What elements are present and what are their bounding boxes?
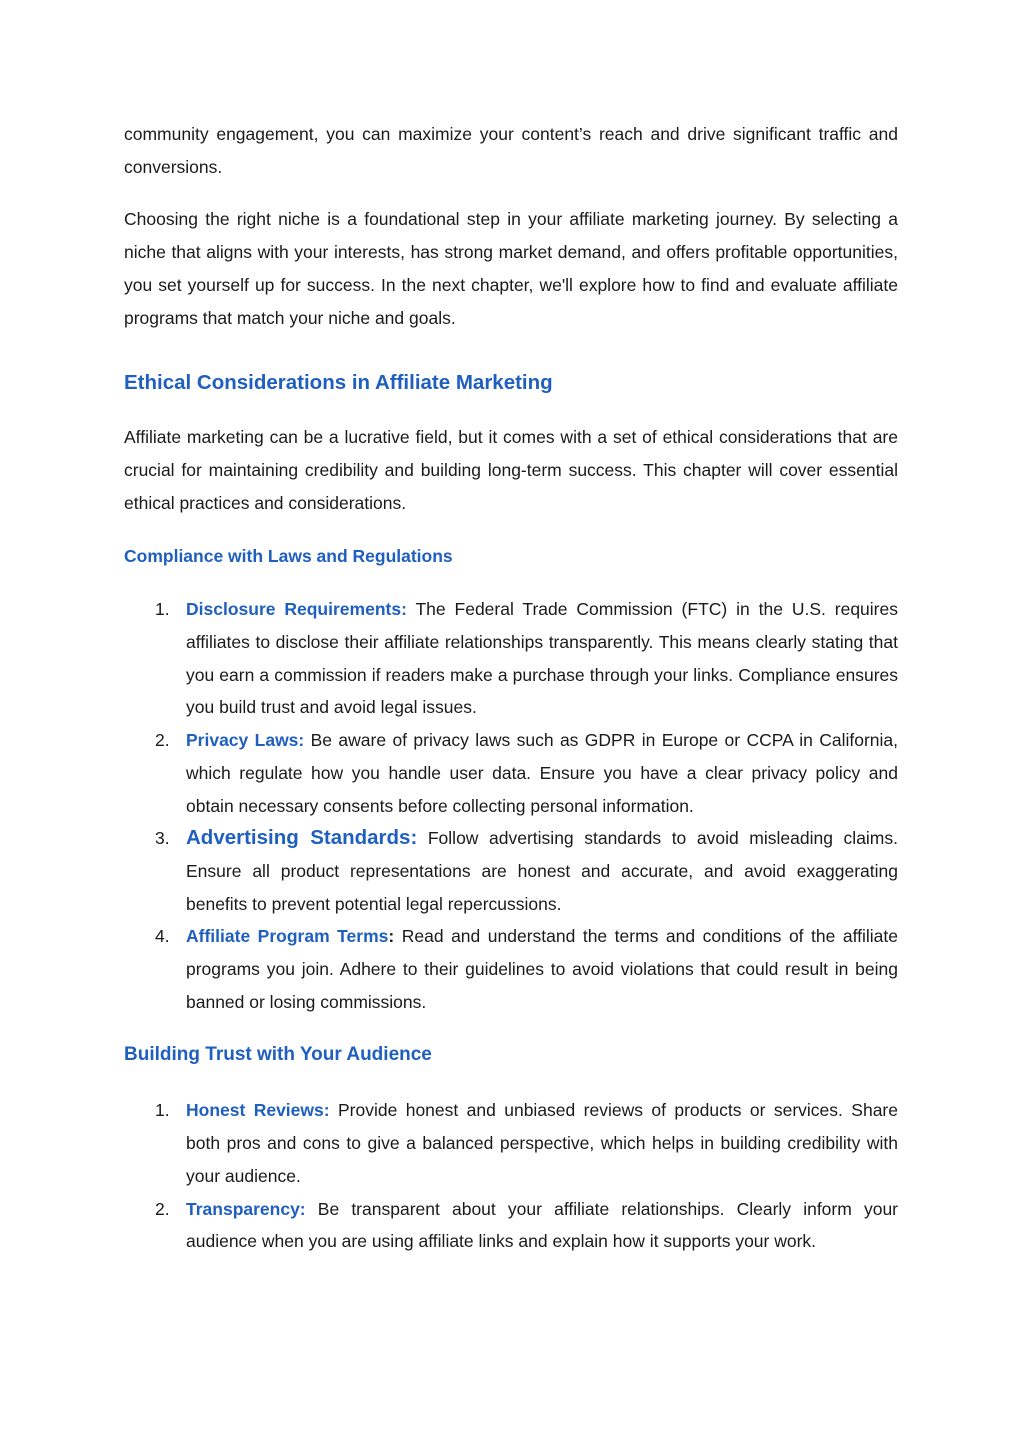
list-item-text: Read and understand the terms and conditions of the affiliate programs you join. Adhere to their guidelines to avoid violations that could result in being banned or losing commissions. xyxy=(186,926,899,1012)
list-item-term: Honest Reviews: xyxy=(186,1100,330,1121)
list-item-term: Advertising Standards: xyxy=(186,826,418,850)
list-item-number: 3. xyxy=(155,828,170,849)
compliance-list xyxy=(124,593,898,1018)
list-item-number: 1. xyxy=(155,1100,170,1121)
list-item xyxy=(124,822,898,920)
section-title: Ethical Considerations in Affiliate Marketing xyxy=(124,371,553,395)
list-item-text: Be transparent about your affiliate relationships. Clearly inform your audience when you are using affiliate links and explain how it supports your work. xyxy=(186,1198,898,1252)
list-item-text: Be aware of privacy laws such as GDPR in Europe or CCPA in California, which regulate how you handle user data. Ensure you have a clear privacy policy and obtain necessary consents before collecting personal information. xyxy=(186,730,898,816)
list-item-number: 1. xyxy=(155,599,170,620)
list-item-term: Disclosure Requirements: xyxy=(186,599,407,620)
list-item xyxy=(124,920,898,1018)
list-item-term: Affiliate Program Terms xyxy=(186,926,389,947)
intro-paragraph-continuation: community engagement, you can maximize your content’s reach and drive significant traffic and conversions. xyxy=(124,124,898,177)
list-item-text: The Federal Trade Commission (FTC) in the U.S. requires affiliates to disclose their affiliate relationships transparently. This means clearly stating that you earn a commission if readers make a purchase through your links. Compliance ensures you build trust and avoid legal issues. xyxy=(186,599,898,718)
list-item xyxy=(124,593,898,724)
list-item-term: Privacy Laws: xyxy=(186,730,305,751)
list-item-text: Follow advertising standards to avoid misleading claims. Ensure all product representations are honest and accurate, and avoid exaggerating benefits to prevent potential legal repercussions. xyxy=(186,828,898,914)
list-item-term: Transparency: xyxy=(186,1198,306,1219)
list-item xyxy=(124,1094,898,1192)
list-item-number: 2. xyxy=(155,730,170,751)
trust-list xyxy=(124,1094,898,1258)
compliance-heading: Compliance with Laws and Regulations xyxy=(124,546,453,567)
list-item xyxy=(124,1193,898,1258)
list-item-text: Provide honest and unbiased reviews of products or services. Share both pros and cons to give a balanced perspective, which helps in building credibility with your audience. xyxy=(186,1100,898,1186)
trust-heading: Building Trust with Your Audience xyxy=(124,1044,432,1066)
document-page xyxy=(124,118,898,1258)
list-item-number: 2. xyxy=(155,1198,170,1219)
intro-paragraph-niche: Choosing the right niche is a foundational step in your affiliate marketing journey. By selecting a niche that aligns with your interests, has strong market demand, and offers profitable opportunities, you set yourself up for success. In the next chapter, we'll explore how to find and evaluate affiliate programs that match your niche and goals. xyxy=(124,209,898,328)
list-item-number: 4. xyxy=(155,926,170,947)
list-item xyxy=(124,724,898,822)
list-item-term-colon: : xyxy=(388,926,395,947)
section-intro-paragraph: Affiliate marketing can be a lucrative field, but it comes with a set of ethical considerations that are crucial for maintaining credibility and building long-term success. This chapter will cover essential ethical practices and considerations. xyxy=(124,427,898,513)
